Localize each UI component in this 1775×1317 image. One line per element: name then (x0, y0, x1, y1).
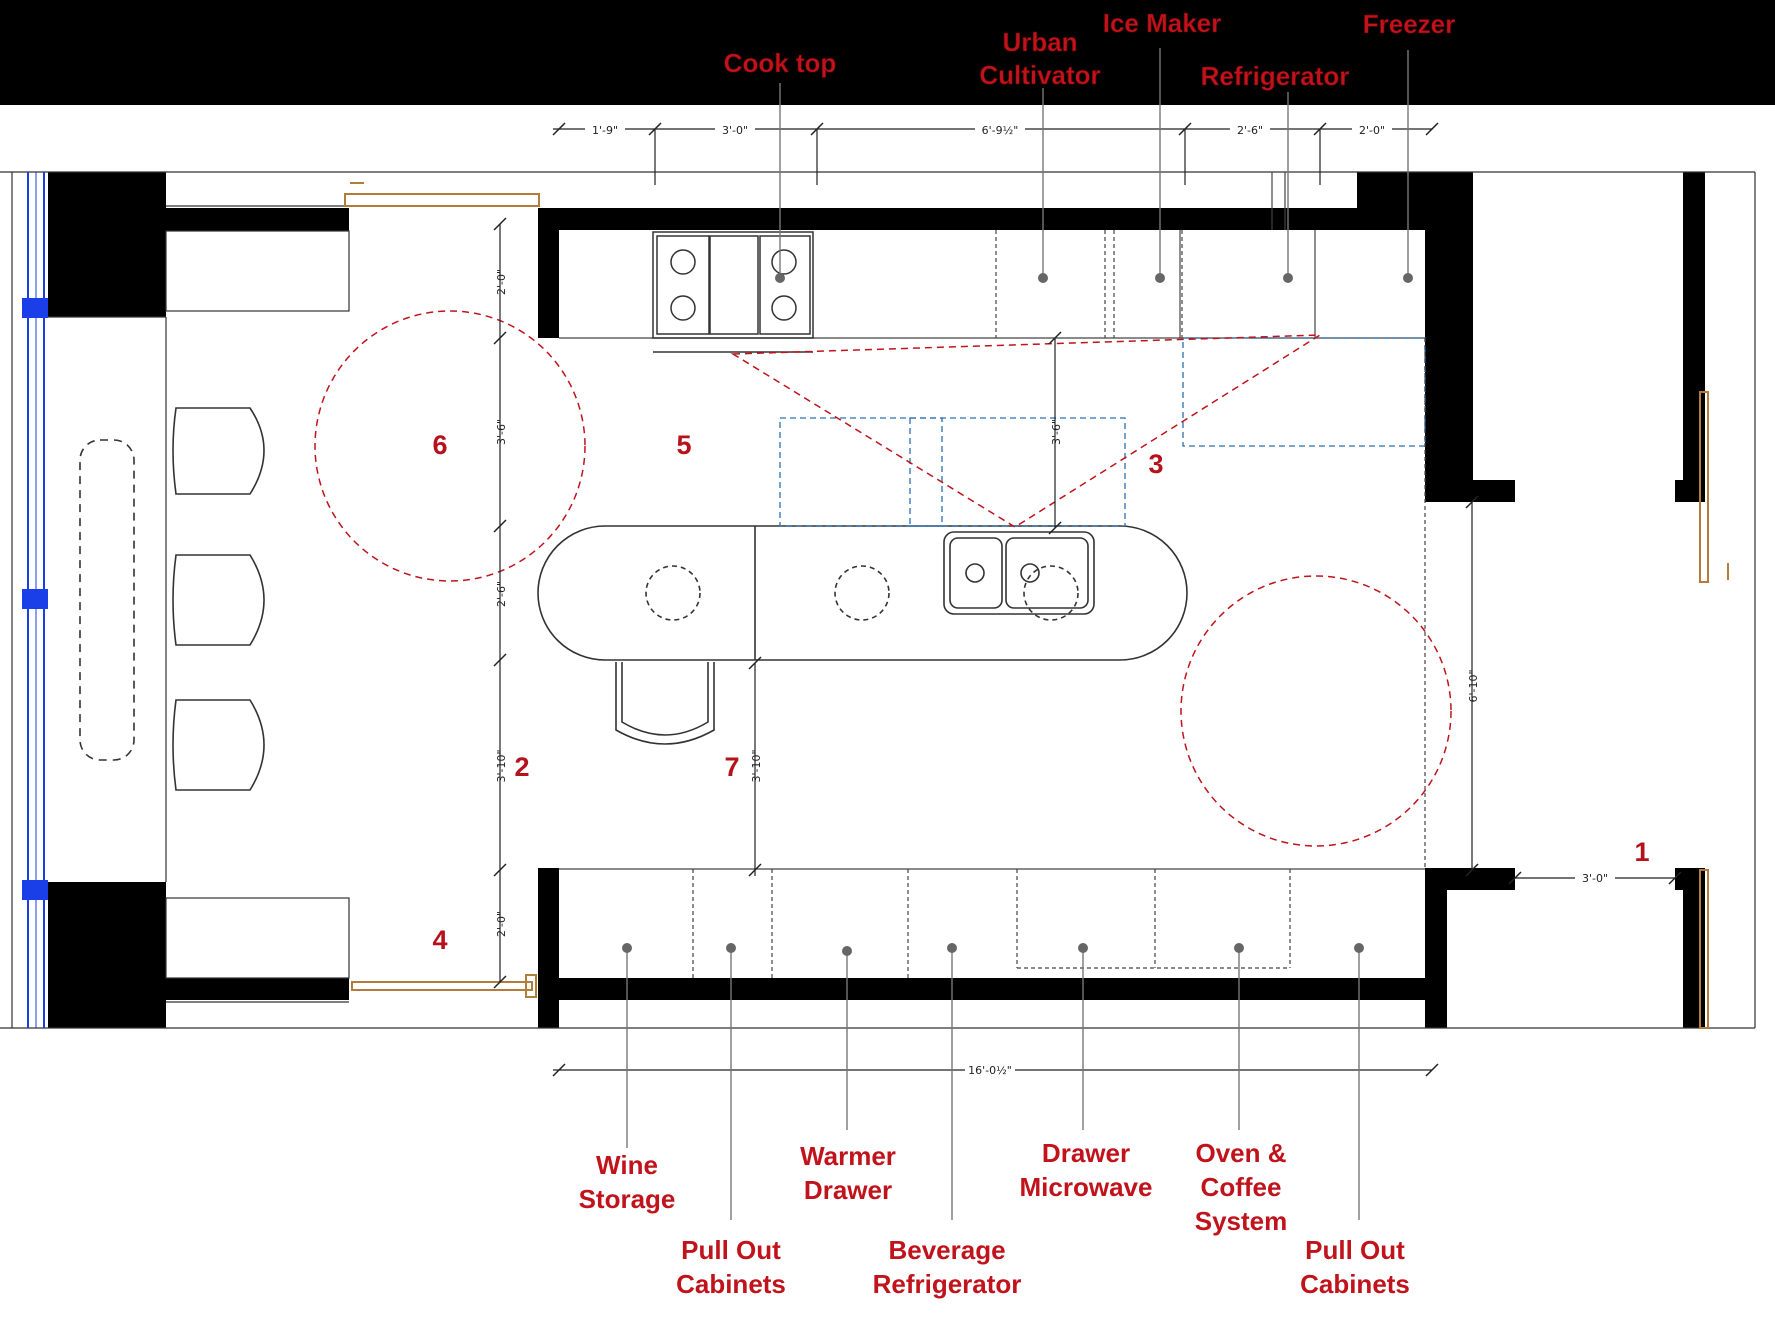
label-pull-out-1: Pull Out (681, 1235, 781, 1265)
dim-top-3: 6'-9½" (981, 124, 1019, 137)
label-pull-out-2: Pull Out (1305, 1235, 1405, 1265)
dim-counter-gap: 3'-6" (1050, 418, 1063, 446)
dim-aisle-center: 3'-10" (750, 749, 763, 783)
label-urban: Urban (1002, 27, 1078, 57)
top-counter (559, 172, 1425, 338)
stools (80, 408, 714, 790)
label-system: System (1194, 1206, 1288, 1236)
walls (48, 172, 1705, 1028)
cooktop (653, 232, 813, 352)
label-cultivator: Cultivator (979, 60, 1101, 90)
label-wine: Wine (596, 1150, 658, 1180)
zone-7: 7 (724, 752, 740, 782)
label-coffee: Coffee (1200, 1172, 1282, 1202)
label-drawer-1: Drawer (803, 1175, 893, 1205)
label-warmer: Warmer (800, 1141, 896, 1171)
dim-top-4: 2'-6" (1236, 124, 1264, 137)
label-refrigerator: Refrigerator (1200, 61, 1350, 91)
label-storage: Storage (578, 1184, 676, 1214)
dim-left-1: 2'-0" (495, 268, 508, 296)
dim-left-4: 3'-10" (495, 749, 508, 783)
header-banner (0, 0, 1775, 105)
bottom-labels (579, 1138, 1410, 1299)
label-cabinets-2: Cabinets (1300, 1269, 1410, 1299)
label-drawer-2: Drawer (1041, 1138, 1131, 1168)
zone-2: 2 (514, 752, 530, 782)
window (22, 172, 48, 1028)
dim-left-3: 2'-6" (495, 580, 508, 608)
dim-top-1: 1'-9" (591, 124, 619, 137)
appliance-zones (780, 338, 1425, 526)
label-freezer: Freezer (1362, 9, 1456, 39)
island (538, 526, 1187, 660)
dim-left-2: 3'-6" (495, 418, 508, 446)
label-cook-top: Cook top (723, 48, 837, 78)
dim-right-vertical: 6'-10" (1467, 669, 1480, 703)
dim-top-5: 2'-0" (1358, 124, 1386, 137)
zone-1: 1 (1634, 837, 1650, 867)
label-refrigerator-2: Refrigerator (872, 1269, 1022, 1299)
zone-6: 6 (432, 430, 448, 460)
dim-bottom-total: 16'-0½" (968, 1064, 1012, 1077)
zone-5: 5 (676, 430, 692, 460)
label-microwave: Microwave (1019, 1172, 1153, 1202)
label-ice-maker: Ice Maker (1102, 8, 1222, 38)
dim-top-2: 3'-0" (721, 124, 749, 137)
work-triangle (315, 311, 1451, 846)
label-cabinets-1: Cabinets (676, 1269, 786, 1299)
zone-3: 3 (1148, 449, 1164, 479)
dim-left-5: 2'-0" (495, 910, 508, 938)
label-oven: Oven & (1195, 1138, 1287, 1168)
zone-4: 4 (432, 925, 448, 955)
dim-door-width: 3'-0" (1581, 872, 1609, 885)
label-beverage: Beverage (888, 1235, 1006, 1265)
